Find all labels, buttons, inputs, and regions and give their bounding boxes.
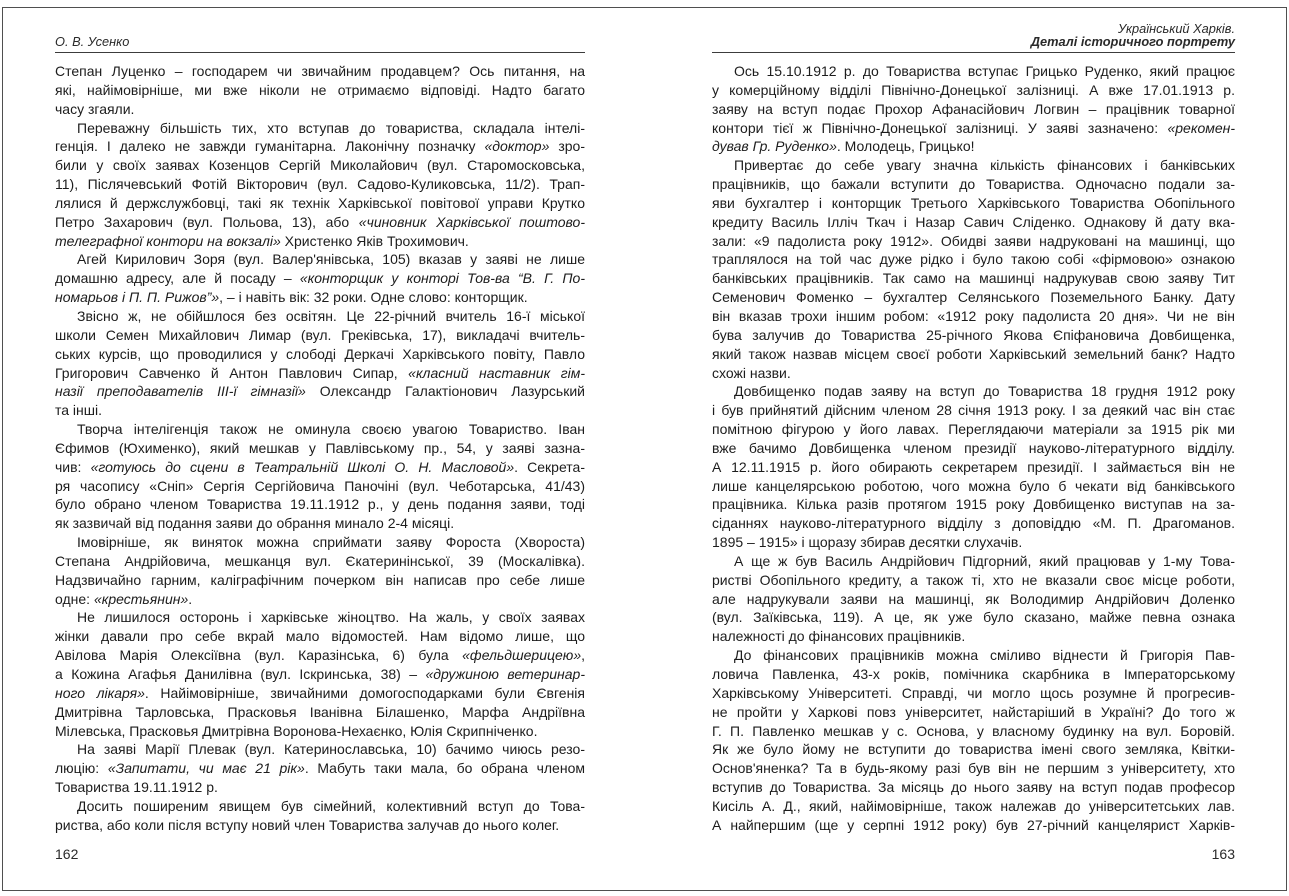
text-line: номарьов і П. П. Рижов”», – і навіть вік: 32 роки. Одне слово: конторщик. <box>55 289 528 306</box>
text-line: він вказав трохи іншим робом: «1912 року падолиста 20 дня». Чи не він <box>712 307 1235 324</box>
text-line: Довбищенко подав заяву на вступ до Товариства 18 грудня 1912 року <box>734 383 1235 400</box>
text-line: часу згаяли. <box>55 100 135 117</box>
text-line: А ще ж був Василь Андрійович Підгорний, який працював у 1-му Това- <box>734 552 1235 569</box>
text-line: належності до фінансових працівників. <box>712 628 966 645</box>
text-line: ловича Павленка, 43-х років, помічника скарбника в Імператорському <box>712 666 1235 682</box>
running-head-line: Український Харків. <box>1117 20 1235 36</box>
text-line: (вул. Заїківська, 119). А це, як уже було сказано, майже певна ознака <box>712 609 1235 626</box>
text-line: Основ'яненка? Та в будь-якому разі був він не першим з університету, хто <box>712 760 1235 777</box>
text-line: не пройти у Харкові повз університет, найстаріший в Україні? До того ж <box>712 703 1235 720</box>
text-line: домашню адресу, але й посаду – «конторщик у конторі Тов-ва “В. Г. По- <box>55 270 585 287</box>
page-body <box>712 62 1235 835</box>
text-line: А найпершим (ще у серпні 1912 року) був 27-річний канцелярист Харків- <box>712 816 1235 833</box>
text-line: Степан Луценко – господарем чи звичайним продавцем? Ось питання, на <box>55 63 585 79</box>
text-line: школи Семен Михайлович Лимар (вул. Греківська, 17), викладачі вчитель- <box>55 326 585 343</box>
book-page-right <box>712 22 1235 862</box>
paragraph <box>55 250 585 307</box>
text-line: Семенович Фоменко – бухгалтер Селянського Поземельного Банку. Дату <box>712 289 1235 306</box>
text-line: На заяві Марії Плевак (вул. Катеринославська, 10) бачимо чиюсь резо- <box>77 741 585 758</box>
text-line: Переважну більшість тих, хто вступав до товариства, складала інтелі- <box>77 119 585 136</box>
text-line: люцію: «Запитати, чи має 21 рік». Мабуть таки мала, бо обрана членом <box>55 760 585 777</box>
paragraph <box>55 62 585 119</box>
text-line: Досить поширеним явищем був сімейний, колективний вступ до Това- <box>77 797 585 814</box>
text-line: Привертає до себе увагу значна кількість фінансових і банківських <box>734 157 1235 174</box>
text-line: який також назвав місцем своєї роботи Харківський земельний банк? Надто <box>712 345 1235 362</box>
text-line: заяву на вступ подає Прохор Афанасійович Логвин – працівник товарної <box>712 100 1235 117</box>
text-line: зали: «9 падолиста року 1912». Обидві заяви надруковані на машинці, що <box>712 232 1235 249</box>
paragraph <box>55 740 585 797</box>
text-line: Харківському Університеті. Справді, чи могло щось розумне й прогресив- <box>712 684 1235 701</box>
paragraph <box>712 62 1235 156</box>
text-line: Імовірніше, як виняток можна сприймати заяву Фороста (Хвороста) <box>77 534 585 551</box>
paragraph <box>55 533 585 608</box>
header-rule <box>712 52 1235 53</box>
text-line: ських курсів, що проводилися у слободі Деркачі Харківського повіту, Павло <box>55 345 585 362</box>
running-head-right <box>712 22 1235 49</box>
paragraph <box>55 797 585 835</box>
text-line: Г. П. Павленко мешкав у с. Основа, у власному будинку на вул. Боровій. <box>712 722 1235 739</box>
text-line: Григорович Савченко й Антон Павлович Сипар, «класний наставник гім- <box>55 364 585 381</box>
running-head-line: О. В. Усенко <box>55 34 130 50</box>
book-spread <box>55 22 1235 862</box>
text-line: працівника. Кілька разів протягом 1915 року Довбищенко виступав на за- <box>712 496 1235 513</box>
text-line: ристві Обопільного кредиту, а також ті, хто не вказали своє місце роботи, <box>712 571 1235 588</box>
text-line: лише канцелярською роботою, чого можна було б чекати від банківського <box>712 477 1235 494</box>
text-line: одне: «крестьянин». <box>55 590 193 607</box>
text-line: ного лікаря». Найімовірніше, звичайними домогосподарками були Євгенія <box>55 684 585 701</box>
paragraph <box>55 119 585 251</box>
text-line: які, найімовірніше, ми вже ніколи не отримаємо відповіді. Надто багато <box>55 81 585 98</box>
text-line: Звісно ж, не обійшлося без освітян. Це 22-річний вчитель 16-ї міської <box>77 307 585 324</box>
paragraph <box>55 307 585 420</box>
paragraph <box>55 420 585 533</box>
text-line: і був прийнятий дійсним членом 28 січня 1913 року. І за деякий час він стає <box>712 402 1235 419</box>
text-line: Товариства 19.11.1912 р. <box>55 779 218 796</box>
text-line: контори тієї ж Північно-Донецької залізниці. У заяві зазначено: «рекомен- <box>712 119 1235 136</box>
text-line: вже бачимо Довбищенка членом президії науково-літературного відділу. <box>712 439 1235 456</box>
text-line: Творча інтелігенція також не оминула своєю увагою Товариство. Іван <box>77 421 585 438</box>
text-line: Петро Захарович (вул. Польова, 13), або «чиновник Харківської поштово- <box>55 213 585 230</box>
text-line: бува залучив до Товариства 25-річного Якова Єпіфановича Довбищенка, <box>712 326 1235 343</box>
text-line: Кисіль А. Д., який, найімовірніше, також належав до університетських лав. <box>712 797 1235 814</box>
text-line: телеграфної контори на вокзалі» Христенко Яків Трохимович. <box>55 232 469 249</box>
text-line: риства, або коли після вступу новий член Товариства залучав до нього колег. <box>55 816 560 833</box>
text-line: вступив до Товариства. За місяць до нього заяву на вступ подав професор <box>712 779 1235 796</box>
text-line: помітною фігурою у його лавах. Переглядаючи матеріали за 1915 рік ми <box>712 421 1235 438</box>
text-line: банківських працівників. Так само на машинці надрукував свою заяву Тит <box>712 270 1235 287</box>
text-line: дував Гр. Руденко». Молодець, Грицько! <box>712 138 975 155</box>
text-line: було обрано членом Товариства 19.11.1912 р., у день подання заяви, тоді <box>55 496 585 513</box>
text-line: кредиту Василь Ілліч Ткач і Назар Савич Сліденко. Однакову й дату вка- <box>712 213 1235 230</box>
paragraph <box>712 382 1235 552</box>
text-line: Як же було йому не вступити до товариства імені свого земляка, Квітки- <box>712 741 1235 758</box>
header-rule <box>55 52 585 53</box>
text-line: лялися й держслужбовці, такі як технік Харківської повітової управи Крутко <box>55 194 585 211</box>
page-number: 162 <box>55 845 79 862</box>
paragraph <box>712 646 1235 834</box>
text-line: До фінансових працівників можна сміливо віднести й Григорія Пав- <box>734 647 1235 664</box>
paragraph <box>55 608 585 740</box>
text-line: жінки давали про себе вкрай мало відомостей. Нам відомо лише, що <box>55 628 585 645</box>
running-head-left <box>55 22 585 49</box>
text-line: а Кожина Агафья Данилівна (вул. Іскринська, 38) – «дружиною ветеринар- <box>55 666 585 682</box>
page-body <box>55 62 585 835</box>
text-line: у комерційному відділі Північно-Донецької залізниці. А вже 17.01.1913 р. <box>712 81 1235 98</box>
text-line: Дмитрівна Тарловська, Прасковья Іванівна Білашенко, Марфа Андріївна <box>55 703 585 720</box>
text-line: Авілова Марія Олексіївна (вул. Каразінська, 6) була «фельдшерицею», <box>55 647 585 664</box>
text-line: 11), Післячевський Фотій Вікторович (вул. Садово-Куликовська, 11/2). Трап- <box>55 176 585 193</box>
text-line: А 12.11.1915 р. його обирають секретарем президії. І займається він не <box>712 458 1235 475</box>
text-line: але надрукували заяви на машинці, як Володимир Андрійович Доленко <box>712 590 1235 607</box>
text-line: били у своїх заявах Козенцов Сергій Миколайович (вул. Старомосковська, <box>55 157 585 174</box>
text-line: Єфимов (Юхименко), який мешкав у Павлівському пр., 54, у заяві зазна- <box>55 439 585 456</box>
paragraph <box>712 156 1235 382</box>
text-line: Ось 15.10.1912 р. до Товариства вступає Грицько Руденко, який працює <box>734 63 1235 79</box>
text-line: Надзвичайно гарним, каліграфічним почерком він написав про себе лише <box>55 571 585 588</box>
page-number: 163 <box>1211 845 1235 862</box>
text-line: ря часопису «Сніп» Сергія Сергійовича Паночіні (вул. Чеботарська, 41/43) <box>55 477 585 494</box>
text-line: траплялося на той час дуже рідко і було такою собі «фірмовою» ознакою <box>712 251 1235 268</box>
text-line: генція. І далеко не завжди гуманітарна. Лаконічну позначку «доктор» зро- <box>55 138 585 155</box>
text-line: сіданнях науково-літературного відділу з доповіддю «М. П. Драгоманов. <box>712 515 1235 532</box>
running-head-line: Деталі історичного портрету <box>1030 34 1235 50</box>
text-line: 1895 – 1915» і щоразу збирав десятки слухачів. <box>712 534 1023 551</box>
text-line: чив: «готуюсь до сцени в Театральній Школі О. Н. Масловой». Секрета- <box>55 458 585 475</box>
text-line: Мілевська, Прасковья Дмитрівна Воронова-Нехаєнко, Юлія Скрипніченко. <box>55 722 538 739</box>
text-line: та інші. <box>55 402 103 419</box>
text-line: як зазвичай від подання заяви до обрання минало 2-4 місяці. <box>55 515 455 532</box>
text-line: Степана Андрійовича, мешканця вул. Єкатеринінської, 39 (Москалівка). <box>55 552 585 569</box>
text-line: схожі назви. <box>712 364 791 381</box>
text-line: Агей Кирилович Зоря (вул. Валер'янівська, 105) вказав у заяві не лише <box>77 251 585 268</box>
text-line: назії преподавателів ІІІ-ї гімназії» Олександр Галактіонович Лазурський <box>55 383 585 400</box>
paragraph <box>712 552 1235 646</box>
text-line: працівників, що бажали вступити до Товариства. Одночасно подали за- <box>712 176 1235 193</box>
book-page-left <box>55 22 585 862</box>
text-line: Не лишилося осторонь і харківське жіноцтво. На жаль, у своїх заявах <box>77 609 585 626</box>
text-line: яви бухгалтер і конторщик Третього Харківського Товариства Обопільного <box>712 194 1235 211</box>
